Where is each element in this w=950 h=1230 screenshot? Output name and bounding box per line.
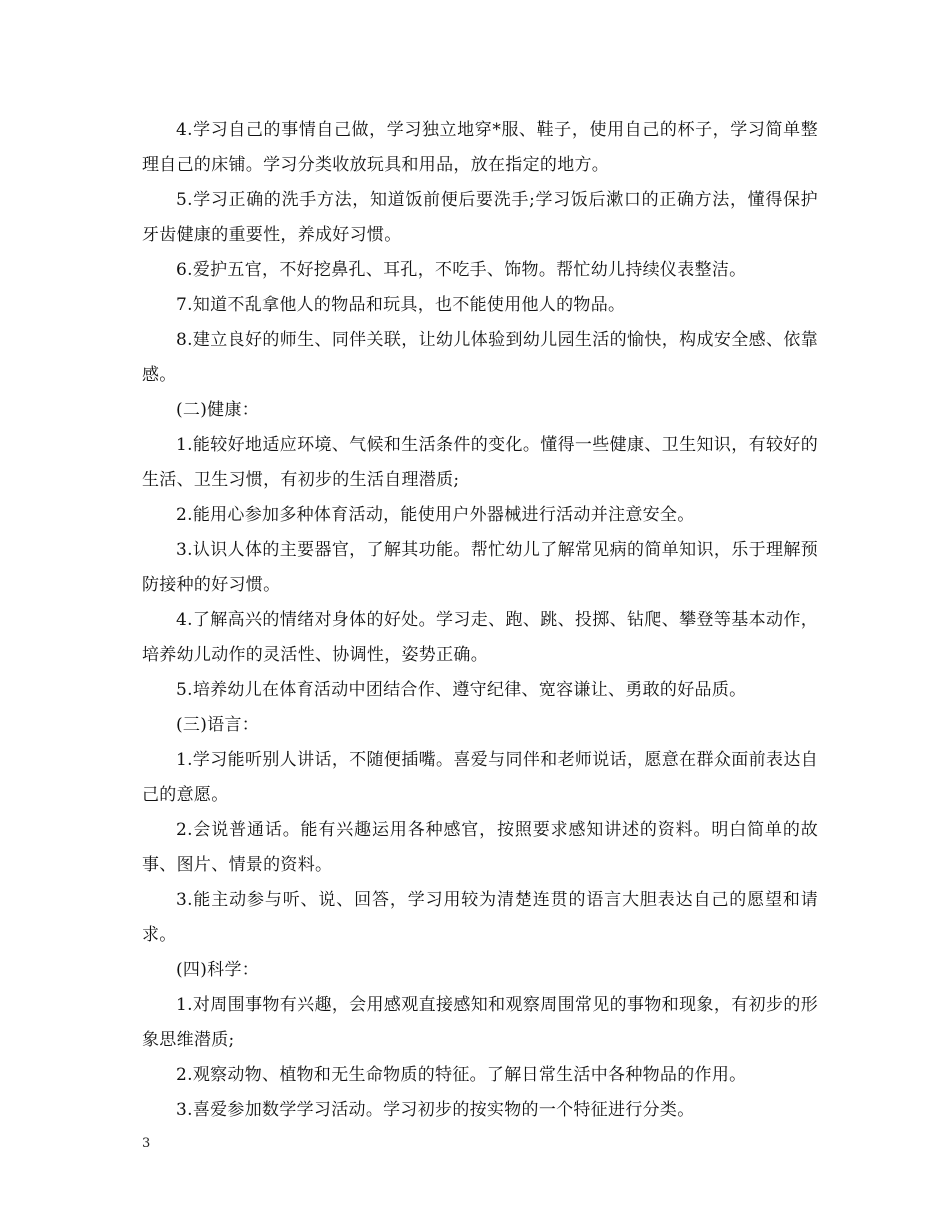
paragraph: 3.喜爱参加数学学习活动。学习初步的按实物的一个特征进行分类。: [176, 1100, 695, 1120]
paragraph: 2.能用心参加多种体育活动，能使用户外器械进行活动并注意安全。: [176, 505, 695, 525]
paragraph: 7.知道不乱拿他人的物品和玩具，也不能使用他人的物品。: [176, 295, 626, 315]
paragraph: 6.爱护五官，不好挖鼻孔、耳孔，不吃手、饰物。帮忙幼儿持续仪表整洁。: [176, 260, 747, 280]
paragraph: 1.学习能听别人讲话，不随便插嘴。喜爱与同伴和老师说话，愿意在群众面前表达自己的意愿。: [142, 750, 818, 805]
paragraph: 2.观察动物、植物和无生命物质的特征。了解日常生活中各种物品的作用。: [176, 1065, 747, 1085]
document-body: [142, 113, 818, 1128]
paragraph: 1.能较好地适应环境、气候和生活条件的变化。懂得一些健康、卫生知识，有较好的生活、卫生习惯，有初步的生活自理潜质;: [142, 435, 818, 490]
paragraph: 1.对周围事物有兴趣，会用感观直接感知和观察周围常见的事物和现象，有初步的形象思维潜质;: [142, 995, 818, 1050]
paragraph: 3.能主动参与听、说、回答，学习用较为清楚连贯的语言大胆表达自己的愿望和请求。: [142, 890, 818, 945]
page-number: 3: [142, 1136, 151, 1151]
section-heading: (四)科学：: [176, 960, 260, 980]
section-heading: (三)语言：: [176, 715, 260, 735]
paragraph: 8.建立良好的师生、同伴关联，让幼儿体验到幼儿园生活的愉快，构成安全感、依靠感。: [142, 330, 818, 385]
paragraph: 4.学习自己的事情自己做，学习独立地穿*服、鞋子，使用自己的杯子，学习简单整理自己的床铺。学习分类收放玩具和用品，放在指定的地方。: [142, 120, 818, 175]
section-heading: (二)健康：: [176, 400, 260, 420]
paragraph: 3.认识人体的主要器官，了解其功能。帮忙幼儿了解常见病的简单知识，乐于理解预防接种的好习惯。: [142, 540, 818, 595]
paragraph: 5.培养幼儿在体育活动中团结合作、遵守纪律、宽容谦让、勇敢的好品质。: [176, 680, 747, 700]
paragraph: 2.会说普通话。能有兴趣运用各种感官，按照要求感知讲述的资料。明白简单的故事、图片、情景的资料。: [142, 820, 818, 875]
paragraph: 5.学习正确的洗手方法，知道饭前便后要洗手;学习饭后漱口的正确方法，懂得保护牙齿健康的重要性，养成好习惯。: [142, 190, 818, 245]
paragraph: 4.了解高兴的情绪对身体的好处。学习走、跑、跳、投掷、钻爬、攀登等基本动作，培养幼儿动作的灵活性、协调性，姿势正确。: [142, 610, 818, 665]
